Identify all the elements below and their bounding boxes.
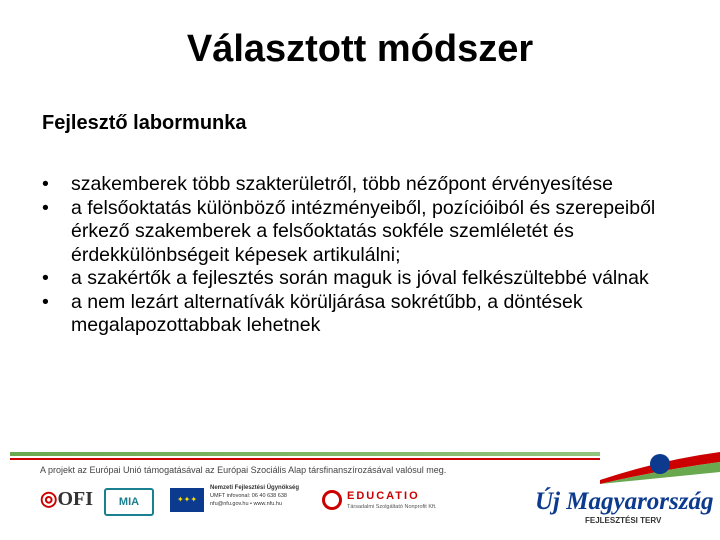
educatio-sub: Társadalmi Szolgáltató Nonprofit Kft. bbox=[347, 504, 437, 510]
slide-subtitle: Fejlesztő labormunka bbox=[42, 112, 247, 134]
educatio-logo: EDUCATIO bbox=[347, 490, 420, 502]
nfu-title: Nemzeti Fejlesztési Ügynökség bbox=[210, 485, 300, 491]
bullet-list bbox=[42, 173, 682, 338]
hungarian-flag-icon bbox=[600, 450, 720, 484]
mia-logo: MIA bbox=[104, 488, 154, 516]
footer-divider-green bbox=[10, 452, 600, 456]
bullet-item: • a nem lezárt alternatívák körüljárása sokrétűbb, a döntések megalapozottabbak lehetnek bbox=[42, 291, 682, 338]
footer-divider-red bbox=[10, 458, 600, 460]
nfu-sub: UMFT infovonal: 06 40 638 638 bbox=[210, 493, 287, 499]
nfu-sub2: nfu@nfu.gov.hu • www.nfu.hu bbox=[210, 501, 282, 507]
bullet-item: • a szakértők a fejlesztés során maguk is jóval felkészültebbé válnak bbox=[42, 267, 682, 291]
eu-flag-icon bbox=[170, 488, 204, 512]
nfu-logo bbox=[210, 484, 310, 508]
eu-stars-icon: ✦✦✦ bbox=[176, 495, 198, 504]
bullet-item: • a felsőoktatás különböző intézményeiből, pozícióiból és szerepeiből érkező szakemberek a felsőoktatás sokféle szemléletét és érdekkülönbségeit képesek artikulálni; bbox=[42, 197, 682, 268]
bullet-item: • szakemberek több szakterületről, több nézőpont érvényesítése bbox=[42, 173, 682, 197]
ofi-logo bbox=[40, 486, 93, 511]
ofi-mark-icon: ◎ bbox=[40, 488, 58, 510]
slide-title: Választott módszer bbox=[186, 28, 534, 70]
footer-disclaimer: A projekt az Európai Unió támogatásával az Európai Szociális Alap társfinanszírozásával valósul meg. bbox=[40, 465, 447, 475]
uj-magyarorszag-sub: FEJLESZTÉSI TERV bbox=[585, 516, 662, 525]
educatio-mark-icon bbox=[322, 490, 342, 510]
ofi-logo-text: OFI bbox=[57, 488, 94, 510]
uj-magyarorszag-logo: Új Magyarország bbox=[535, 488, 714, 515]
